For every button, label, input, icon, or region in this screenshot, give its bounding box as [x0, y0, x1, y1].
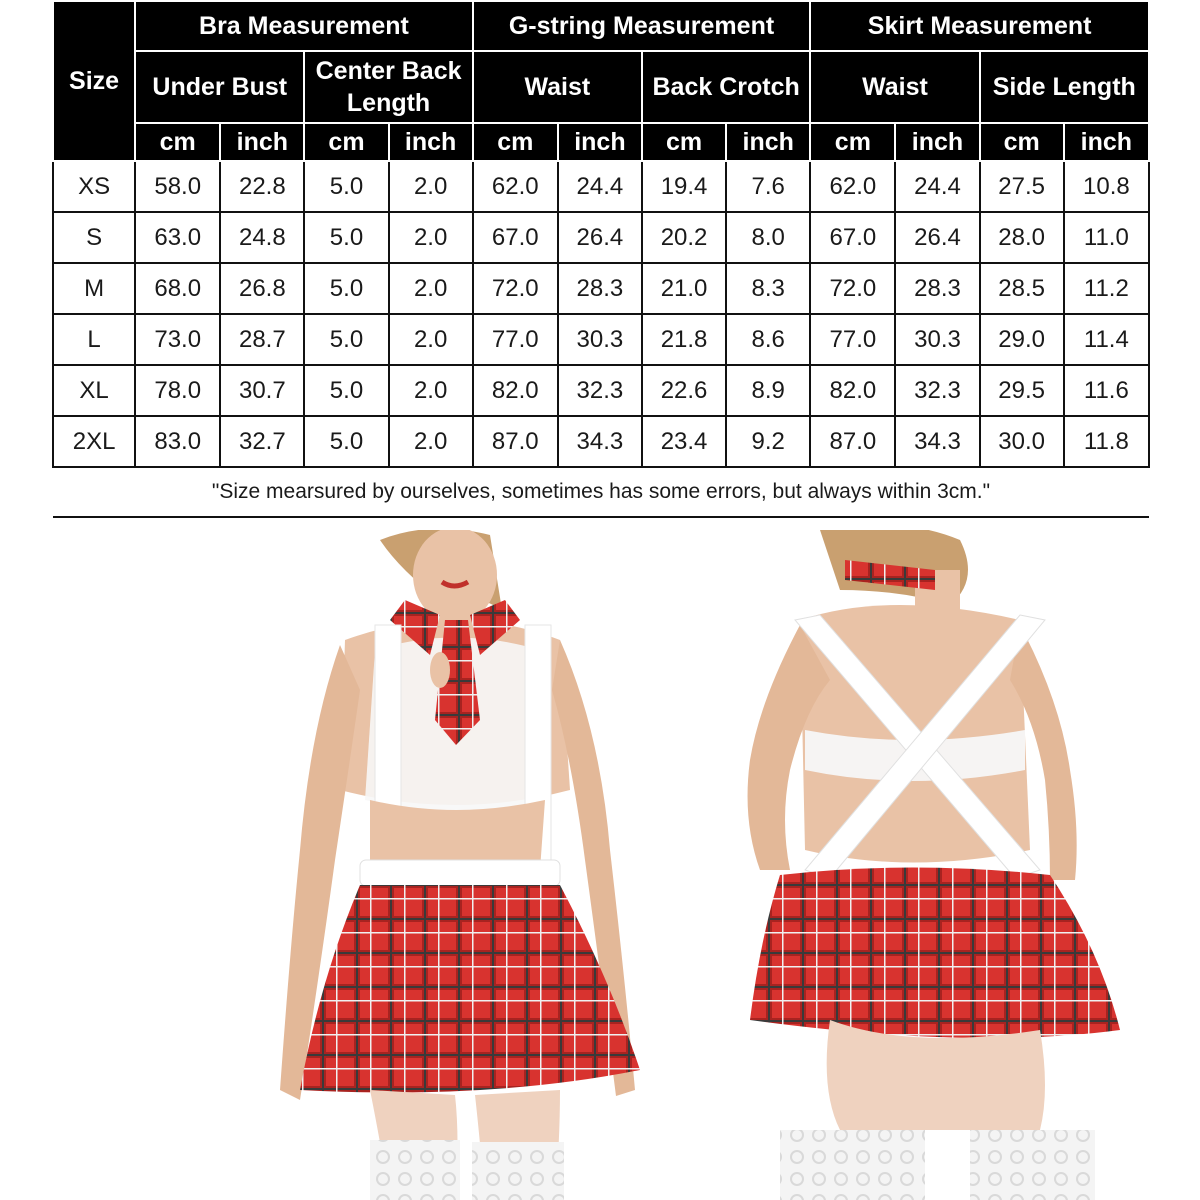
measurement-cell: 22.8 — [220, 161, 304, 212]
measurement-cell: 29.5 — [980, 365, 1064, 416]
measurement-cell: 83.0 — [135, 416, 220, 467]
product-photos — [0, 530, 1200, 1200]
measurement-cell: 5.0 — [304, 416, 388, 467]
measurement-note: "Size mearsured by ourselves, sometimes has some errors, but always within 3cm." — [53, 467, 1149, 517]
measurement-cell: 10.8 — [1064, 161, 1149, 212]
table-row — [53, 365, 1149, 416]
measurement-cell: 26.4 — [558, 212, 642, 263]
measurement-cell: 7.6 — [726, 161, 810, 212]
measurement-cell: 24.8 — [220, 212, 304, 263]
measurement-cell: 77.0 — [473, 314, 558, 365]
measurement-cell: 2.0 — [389, 263, 473, 314]
measurement-cell: 8.6 — [726, 314, 810, 365]
unit-header: inch — [389, 123, 473, 161]
size-label: L — [53, 314, 135, 365]
unit-header: cm — [473, 123, 558, 161]
measurement-cell: 5.0 — [304, 365, 388, 416]
table-row — [53, 314, 1149, 365]
product-photo-front — [240, 530, 740, 1200]
measurement-cell: 34.3 — [895, 416, 979, 467]
unit-header: inch — [220, 123, 304, 161]
measurement-cell: 21.0 — [642, 263, 726, 314]
measurement-cell: 20.2 — [642, 212, 726, 263]
unit-header: cm — [642, 123, 726, 161]
measurement-cell: 29.0 — [980, 314, 1064, 365]
table-row — [53, 467, 1149, 517]
measurement-cell: 32.3 — [895, 365, 979, 416]
table-row — [53, 161, 1149, 212]
measurement-cell: 8.9 — [726, 365, 810, 416]
sub-header-gstring-waist: Waist — [473, 51, 642, 123]
measurement-cell: 67.0 — [473, 212, 558, 263]
measurement-cell: 58.0 — [135, 161, 220, 212]
size-chart — [52, 0, 1150, 518]
measurement-cell: 26.4 — [895, 212, 979, 263]
measurement-cell: 63.0 — [135, 212, 220, 263]
measurement-cell: 11.8 — [1064, 416, 1149, 467]
measurement-cell: 82.0 — [810, 365, 895, 416]
measurement-cell: 73.0 — [135, 314, 220, 365]
group-header-bra: Bra Measurement — [135, 1, 473, 51]
sub-header-side-length: Side Length — [980, 51, 1149, 123]
measurement-cell: 24.4 — [558, 161, 642, 212]
measurement-cell: 2.0 — [389, 161, 473, 212]
measurement-cell: 72.0 — [810, 263, 895, 314]
measurement-cell: 21.8 — [642, 314, 726, 365]
measurement-cell: 11.0 — [1064, 212, 1149, 263]
group-header-skirt: Skirt Measurement — [810, 1, 1149, 51]
unit-header: inch — [1064, 123, 1149, 161]
size-chart-body — [53, 161, 1149, 517]
measurement-cell: 67.0 — [810, 212, 895, 263]
unit-header: cm — [304, 123, 388, 161]
measurement-cell: 2.0 — [389, 314, 473, 365]
sub-header-skirt-waist: Waist — [810, 51, 979, 123]
size-chart-table — [52, 0, 1150, 518]
measurement-cell: 28.0 — [980, 212, 1064, 263]
size-label: M — [53, 263, 135, 314]
measurement-cell: 2.0 — [389, 212, 473, 263]
unit-header: cm — [135, 123, 220, 161]
measurement-cell: 19.4 — [642, 161, 726, 212]
measurement-cell: 30.7 — [220, 365, 304, 416]
measurement-cell: 32.7 — [220, 416, 304, 467]
measurement-cell: 28.5 — [980, 263, 1064, 314]
measurement-cell: 68.0 — [135, 263, 220, 314]
measurement-cell: 11.6 — [1064, 365, 1149, 416]
measurement-cell: 2.0 — [389, 416, 473, 467]
measurement-cell: 30.3 — [558, 314, 642, 365]
measurement-cell: 8.3 — [726, 263, 810, 314]
product-photo-back — [720, 530, 1150, 1200]
unit-header: inch — [895, 123, 979, 161]
unit-header: cm — [980, 123, 1064, 161]
measurement-cell: 24.4 — [895, 161, 979, 212]
unit-header: cm — [810, 123, 895, 161]
unit-header: inch — [558, 123, 642, 161]
measurement-cell: 87.0 — [473, 416, 558, 467]
measurement-cell: 34.3 — [558, 416, 642, 467]
measurement-cell: 9.2 — [726, 416, 810, 467]
unit-header: inch — [726, 123, 810, 161]
table-row — [53, 416, 1149, 467]
sub-header-back-crotch: Back Crotch — [642, 51, 810, 123]
measurement-cell: 28.3 — [558, 263, 642, 314]
measurement-cell: 23.4 — [642, 416, 726, 467]
measurement-cell: 30.0 — [980, 416, 1064, 467]
table-row — [53, 263, 1149, 314]
measurement-cell: 62.0 — [810, 161, 895, 212]
measurement-cell: 30.3 — [895, 314, 979, 365]
sub-header-under-bust: Under Bust — [135, 51, 304, 123]
measurement-cell: 8.0 — [726, 212, 810, 263]
measurement-cell: 11.4 — [1064, 314, 1149, 365]
table-row — [53, 212, 1149, 263]
measurement-cell: 26.8 — [220, 263, 304, 314]
sub-header-center-back-length: Center Back Length — [304, 51, 472, 123]
size-label: S — [53, 212, 135, 263]
measurement-cell: 62.0 — [473, 161, 558, 212]
measurement-cell: 28.3 — [895, 263, 979, 314]
measurement-cell: 82.0 — [473, 365, 558, 416]
size-label: XL — [53, 365, 135, 416]
measurement-cell: 72.0 — [473, 263, 558, 314]
measurement-cell: 5.0 — [304, 161, 388, 212]
measurement-cell: 11.2 — [1064, 263, 1149, 314]
group-header-gstring: G-string Measurement — [473, 1, 811, 51]
measurement-cell: 77.0 — [810, 314, 895, 365]
measurement-cell: 5.0 — [304, 212, 388, 263]
size-label: 2XL — [53, 416, 135, 467]
measurement-cell: 2.0 — [389, 365, 473, 416]
measurement-cell: 87.0 — [810, 416, 895, 467]
measurement-cell: 28.7 — [220, 314, 304, 365]
measurement-cell: 22.6 — [642, 365, 726, 416]
measurement-cell: 5.0 — [304, 263, 388, 314]
size-label: XS — [53, 161, 135, 212]
measurement-cell: 32.3 — [558, 365, 642, 416]
measurement-cell: 5.0 — [304, 314, 388, 365]
measurement-cell: 27.5 — [980, 161, 1064, 212]
size-header: Size — [53, 1, 135, 161]
measurement-cell: 78.0 — [135, 365, 220, 416]
